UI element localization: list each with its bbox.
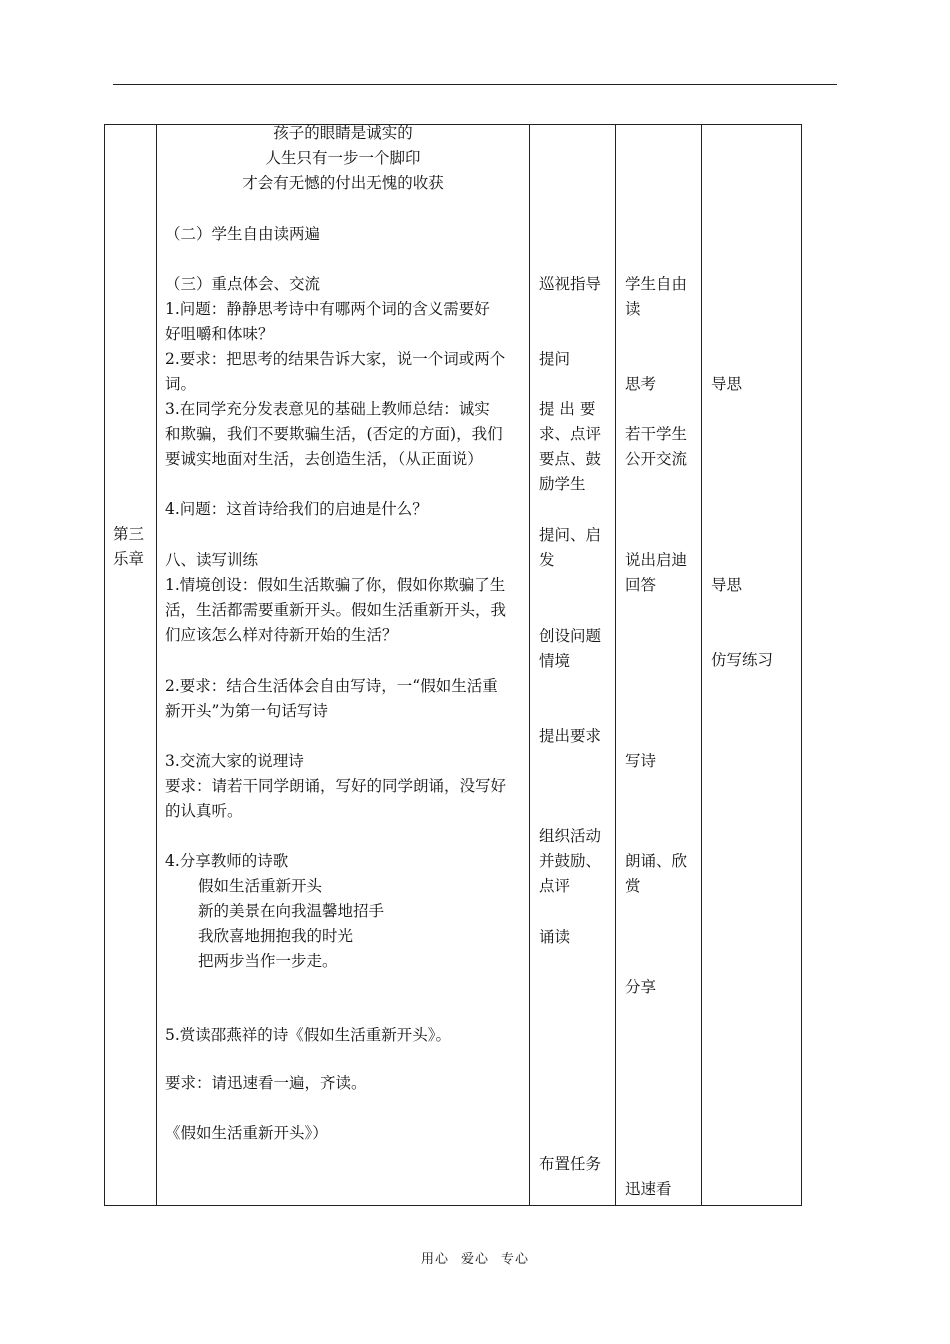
teacher-poem: 假如生活重新开头 新的美景在向我温馨地招手 我欣喜地拥抱我的时光 把两步当作一步走。 xyxy=(198,877,385,970)
table-column-divider xyxy=(701,124,702,1206)
table-column-divider xyxy=(156,124,157,1206)
student-think: 思考 xyxy=(625,375,657,393)
teacher-create: 创设问题 情境 xyxy=(539,627,602,670)
student-share: 分享 xyxy=(625,978,657,996)
student-free-read: 学生自由 读 xyxy=(625,275,688,318)
student-write: 写诗 xyxy=(625,752,657,770)
table-column-divider xyxy=(615,124,616,1206)
teacher-propose: 提出要求 xyxy=(539,727,602,745)
student-answer: 说出启迪 回答 xyxy=(625,551,688,594)
teacher-require: 提 出 要 求、点评 要点、鼓 励学生 xyxy=(539,400,602,493)
content-appreciate-5: 5.赏读邵燕祥的诗《假如生活重新开头》。 xyxy=(165,1026,452,1044)
content-summary-3: 3.在同学充分发表意见的基础上教师总结：诚实 和欺骗，我们不要欺骗生活，(否定的方面)，我们 要诚实地面对生活，去创造生活，（从正面说） xyxy=(165,400,503,468)
teacher-ask-inspire: 提问、启 发 xyxy=(539,526,602,569)
footer-word: 用心 xyxy=(420,1252,449,1267)
table-column-divider xyxy=(529,124,530,1206)
teacher-recite: 诵读 xyxy=(539,928,571,946)
footer-word: 爱心 xyxy=(460,1252,489,1267)
header-rule xyxy=(113,84,837,85)
content-question-1: 1.问题：静静思考诗中有哪两个词的含义需要好 好咀嚼和体味？ xyxy=(165,300,490,343)
content-key-exchange: （三）重点体会、交流 xyxy=(165,275,321,293)
student-share-public: 若干学生 公开交流 xyxy=(625,425,688,468)
content-read-twice: （二）学生自由读两遍 xyxy=(165,225,321,243)
content-requirement-2: 2.要求：把思考的结果告诉大家，说一个词或两个 词。 xyxy=(165,350,506,393)
intent-guide-1: 导思 xyxy=(711,375,743,393)
page-footer xyxy=(0,1248,950,1267)
teacher-ask: 提问 xyxy=(539,350,571,368)
content-requirement-2b: 2.要求：结合生活体会自由写诗，一“假如生活重 新开头”为第一句话写诗 xyxy=(165,677,498,720)
content-appreciate-requirement: 要求：请迅速看一遍，齐读。 xyxy=(165,1074,367,1092)
teacher-assign: 布置任务 xyxy=(539,1155,602,1173)
content-scenario-1: 1.情境创设：假如生活欺骗了你，假如你欺骗了生 活，生活都需要重新开头。假如生活重新开头，我 们应该怎么样对待新开始的生活？ xyxy=(165,576,507,644)
content-question-4: 4.问题：这首诗给我们的启迪是什么？ xyxy=(165,500,428,518)
opening-poem: 孩子的眼睛是诚实的 人生只有一步一个脚印 才会有无憾的付出无愧的收获 xyxy=(242,124,444,192)
teacher-organize: 组织活动 并鼓励、 点评 xyxy=(539,827,602,895)
student-quick-look: 迅速看 xyxy=(625,1180,672,1198)
footer-word: 专心 xyxy=(501,1252,530,1267)
intent-guide-2: 导思 xyxy=(711,576,743,594)
section-label: 第三 乐章 xyxy=(113,525,145,568)
content-exchange-3: 3.交流大家的说理诗 要求：请若干同学朗诵，写好的同学朗诵，没写好 的认真听。 xyxy=(165,752,507,820)
teacher-patrol: 巡视指导 xyxy=(539,275,602,293)
intent-imitate: 仿写练习 xyxy=(711,651,774,669)
content-share-4: 4.分享教师的诗歌 xyxy=(165,852,289,870)
student-recite-appreciate: 朗诵、欣 赏 xyxy=(625,852,688,895)
content-poem-title: 《假如生活重新开头》） xyxy=(165,1124,328,1142)
section-8-heading: 八、读写训练 xyxy=(165,551,259,569)
